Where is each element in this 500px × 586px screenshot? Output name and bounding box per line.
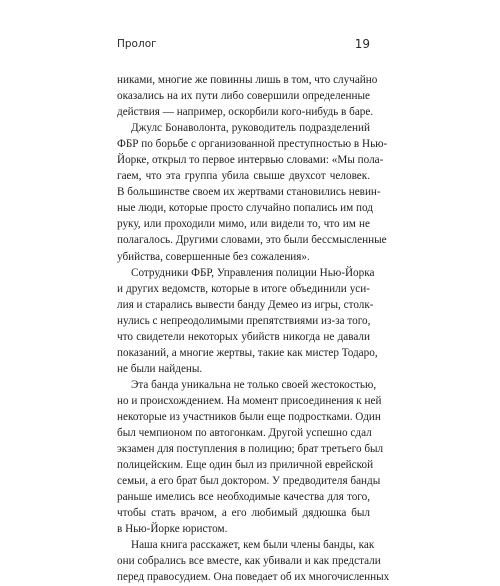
text-line: нулись с непреодолимыми препятствиями из-за того, — [117, 314, 371, 327]
text-line: семьи, а его брат был доктором. У предводителя банды — [117, 475, 381, 488]
text-line: Эта банда уникальна не только своей жестокостью, — [131, 378, 377, 391]
text-line: перед правосудием. Она поведает об их многочисленных — [117, 571, 390, 584]
page-number: 19 — [354, 37, 370, 51]
text-line: показаний, а многие жертвы, такие как мистер Тодаро, — [117, 346, 378, 359]
text-line: Сотрудники ФБР, Управления полиции Нью-Йорка — [131, 266, 375, 279]
text-line: полагалось. Другими словами, это были бессмысленные — [117, 234, 387, 247]
text-line: лия и старались вывести банду Демео из игры, столк- — [117, 298, 374, 311]
paragraph — [117, 72, 378, 120]
text-line: не были найдены. — [117, 362, 203, 375]
text-line: но и происхождением. На момент присоединения к ней — [117, 394, 382, 407]
text-line: оказались на их пути либо совершили определенные — [117, 90, 370, 103]
text-line: чтобы стать врачом, а его любимый дядюшка был — [117, 507, 370, 520]
body-text — [117, 72, 390, 586]
text-line: руку, или проходили мимо, или видели то, что им не — [117, 218, 370, 231]
text-line: никами, многие же повинны лишь в том, что случайно — [117, 74, 378, 86]
text-line: В большинстве своем их жертвами становились невин- — [117, 186, 381, 199]
text-line: Йорке, открыл то первое интервью словами: «Мы пола- — [117, 154, 384, 167]
paragraph — [117, 265, 378, 377]
text-line: действия — например, оскорбили кого-нибудь в баре. — [117, 106, 374, 119]
text-line: экзамен для поступления в полицию; брат третьего был — [117, 443, 384, 456]
paragraph — [117, 537, 390, 585]
paragraph — [117, 377, 384, 537]
text-line: некоторые из участников были еще подростками. Один — [117, 410, 381, 423]
text-line: был чемпионом по автогонкам. Другой успешно сдал — [117, 427, 372, 440]
text-line: Джулс Бонаволонта, руководитель подразделений — [131, 122, 370, 135]
text-line: убийства, совершенные без сожаления». — [117, 250, 310, 263]
text-line: что свидетели некоторых убийств никогда не давали — [117, 330, 370, 343]
text-line: полицейским. Еще один был из приличной еврейской — [117, 459, 374, 472]
text-line: ФБР по борьбе с организованной преступностью в Нью- — [117, 138, 388, 151]
text-line: раньше имелись все необходимые качества для того, — [117, 491, 370, 504]
text-line: и других ведомств, которые в итоге объединили уси- — [117, 282, 370, 295]
paragraph — [117, 120, 388, 264]
text-line: они собрались все вместе, как убивали и как предстали — [117, 555, 381, 568]
text-line: ные люди, которые просто случайно попались им под — [117, 202, 373, 215]
running-header — [117, 38, 370, 58]
section-title: Пролог — [117, 38, 157, 50]
text-line: в Нью-Йорке юристом. — [117, 523, 228, 536]
text-line: гаем, что эта группа убила свыше двухсот человек. — [117, 170, 370, 183]
text-line: Наша книга расскажет, кем были члены банды, как — [131, 539, 375, 552]
